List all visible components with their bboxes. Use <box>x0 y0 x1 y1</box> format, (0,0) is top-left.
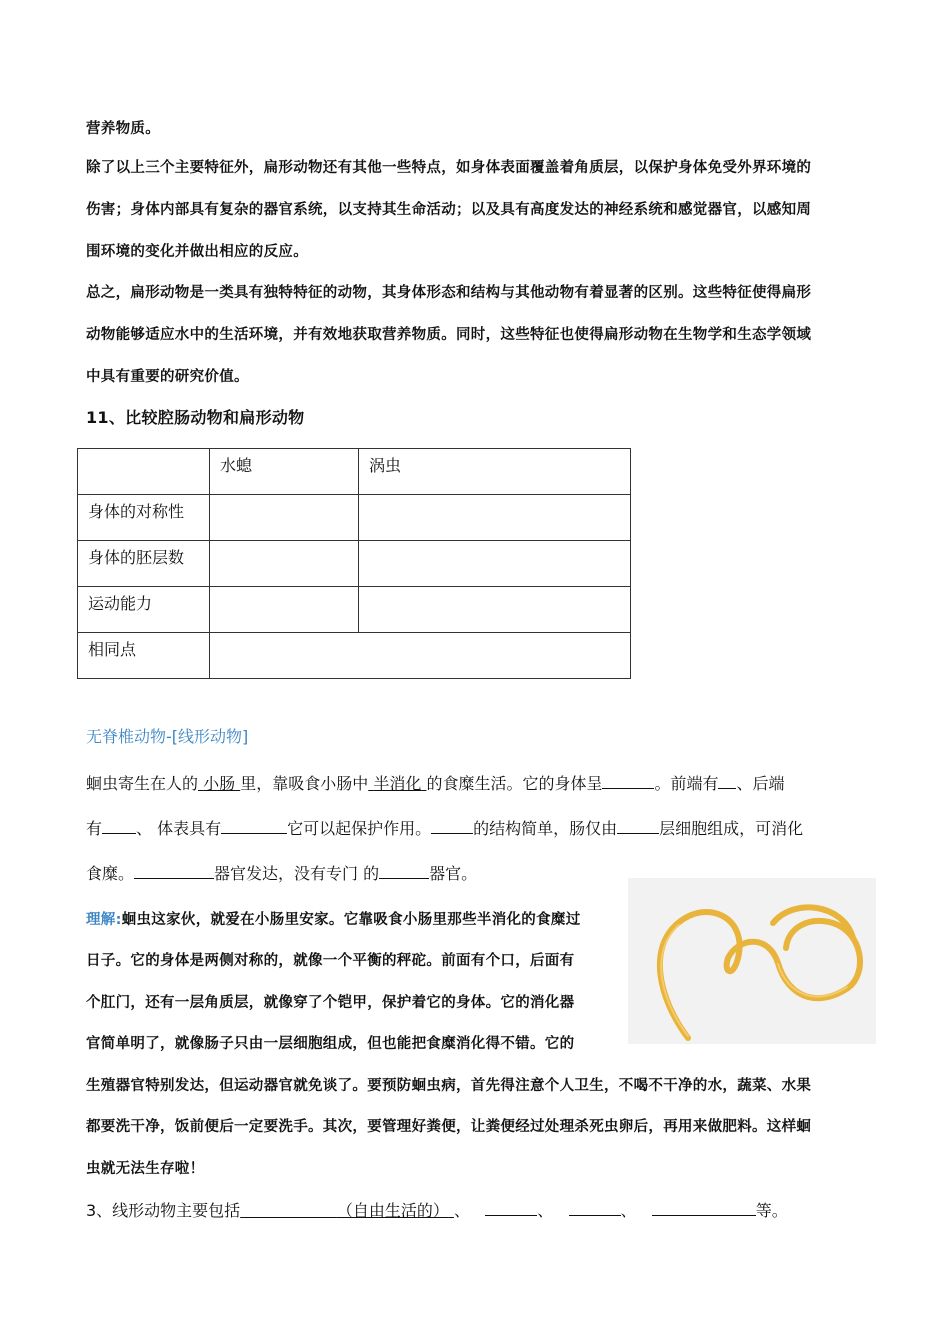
paragraph-line: 中具有重要的研究价值。 <box>86 369 249 385</box>
table-cell[interactable] <box>359 587 631 633</box>
fill-line-2 <box>86 816 803 839</box>
comparison-table <box>77 448 631 679</box>
table-cell[interactable] <box>210 633 631 679</box>
blank-field[interactable] <box>569 1201 621 1216</box>
question-11-title: 11、比较腔肠动物和扁形动物 <box>86 408 305 427</box>
answer-filled: 半消化 <box>373 774 422 793</box>
table-row <box>78 541 631 587</box>
blank-field[interactable] <box>134 864 214 879</box>
roundworm-icon <box>628 878 876 1044</box>
text: 。前端有 <box>654 774 719 793</box>
text: 食糜。 <box>86 864 135 883</box>
blank-field[interactable] <box>617 819 659 834</box>
text: 的结构简单，肠仅由 <box>473 819 618 838</box>
understanding-line: 生殖器官特别发达，但运动器官就免谈了。要预防蛔虫病，首先得注意个人卫生，不喝不干净的水，蔬菜、水果 <box>86 1078 812 1094</box>
table-row <box>78 587 631 633</box>
table-row <box>78 495 631 541</box>
paragraph-line: 围环境的变化并做出相应的反应。 <box>86 244 308 260</box>
paragraph-line: 伤害；身体内部具有复杂的器官系统，以支持其生命活动；以及具有高度发达的神经系统和感觉器官，以感知周 <box>86 202 812 218</box>
understanding-line <box>86 908 581 929</box>
table-header-cell <box>78 449 210 495</box>
paragraph-line: 营养物质。 <box>86 121 160 137</box>
text: 层细胞组成，可消化 <box>659 819 804 838</box>
text: 、后端 <box>736 774 785 793</box>
text: 、 <box>537 1201 554 1220</box>
table-row-label: 运动能力 <box>78 587 210 633</box>
blank-field[interactable] <box>102 819 136 834</box>
text: 蛔虫寄生在人的 <box>86 774 199 793</box>
table-header-row <box>78 449 631 495</box>
table-cell[interactable] <box>210 495 359 541</box>
table-cell[interactable] <box>210 541 359 587</box>
understanding-line: 虫就无法生存啦！ <box>86 1161 205 1177</box>
table-cell[interactable] <box>210 587 359 633</box>
table-cell[interactable] <box>359 541 631 587</box>
question-3-line <box>86 1198 788 1221</box>
blank-field[interactable] <box>431 819 473 834</box>
paragraph-line: 动物能够适应水中的生活环境，并有效地获取营养物质。同时，这些特征也使得扁形动物在生物学和生态学领域 <box>86 327 812 343</box>
understanding-line: 日子。它的身体是两侧对称的，就像一个平衡的秤砣。前面有个口，后面有 <box>86 953 575 969</box>
answer-filled: 小肠 <box>203 774 236 793</box>
blank-field[interactable] <box>485 1201 537 1216</box>
text: 3、线形动物主要包括 <box>86 1201 241 1220</box>
text: 、 体表具有 <box>136 819 222 838</box>
blank-field[interactable] <box>718 774 736 789</box>
table-cell[interactable] <box>359 495 631 541</box>
blank-field[interactable] <box>379 864 429 879</box>
fill-line-3 <box>86 861 477 884</box>
text: 有 <box>86 819 103 838</box>
text: 里，靠吸食小肠中 <box>240 774 369 793</box>
table-header-cell: 涡虫 <box>359 449 631 495</box>
table-row-label: 相同点 <box>78 633 210 679</box>
blank-field[interactable] <box>602 774 654 789</box>
understanding-line: 个肛门，还有一层角质层，就像穿了个铠甲，保护着它的身体。它的消化器 <box>86 995 575 1011</box>
table-header-cell: 水螅 <box>210 449 359 495</box>
text: 、 <box>453 1201 470 1220</box>
blank-field[interactable] <box>652 1201 756 1216</box>
table-row <box>78 633 631 679</box>
understanding-line: 都要洗干净，饭前便后一定要洗手。其次，要管理好粪便，让粪便经过处理杀死虫卵后，再用来做肥料。这样蛔 <box>86 1119 812 1135</box>
blank-field[interactable] <box>221 819 287 834</box>
text: 蛔虫这家伙，就爱在小肠里安家。它靠吸食小肠里那些半消化的食糜过 <box>121 912 581 928</box>
paragraph-line: 除了以上三个主要特征外，扁形动物还有其他一些特点，如身体表面覆盖着角质层，以保护身体免受外界环境的 <box>86 160 812 176</box>
fill-line-1 <box>86 771 784 794</box>
text: 等。 <box>755 1201 788 1220</box>
answer-filled: （自由生活的） <box>336 1201 449 1220</box>
understanding-label: 理解: <box>86 912 122 928</box>
text: 、 <box>620 1201 637 1220</box>
paragraph-line: 总之，扁形动物是一类具有独特特征的动物，其身体形态和结构与其他动物有着显著的区别。这些特征使得扁形 <box>86 285 812 301</box>
roundworm-photo <box>628 878 876 1044</box>
understanding-line: 官简单明了，就像肠子只由一层细胞组成，但也能把食糜消化得不错。它的 <box>86 1036 575 1052</box>
table-row-label: 身体的胚层数 <box>78 541 210 587</box>
section-title: 无脊椎动物-[线形动物] <box>86 727 249 746</box>
text: 器官。 <box>429 864 478 883</box>
table-row-label: 身体的对称性 <box>78 495 210 541</box>
text: 的食糜生活。它的身体呈 <box>426 774 603 793</box>
text: 它可以起保护作用。 <box>287 819 432 838</box>
text: 器官发达，没有专门 的 <box>214 864 380 883</box>
